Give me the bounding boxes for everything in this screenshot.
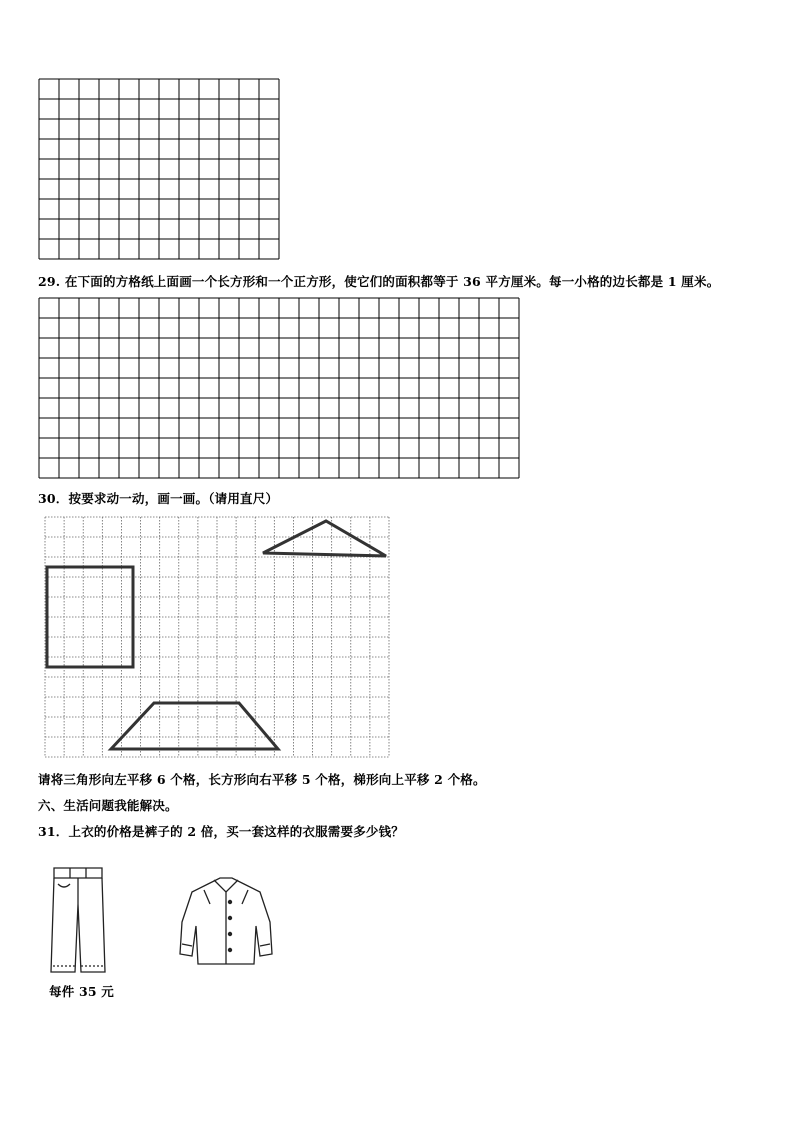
q30-dotted-grid[interactable] bbox=[44, 516, 390, 758]
shirt-image bbox=[176, 874, 276, 966]
question-30-text: 30．按要求动一动，画一画。（请用直尺） bbox=[38, 491, 279, 506]
pants-image bbox=[48, 864, 108, 976]
triangle-shape bbox=[263, 521, 386, 556]
top-square-grid bbox=[38, 78, 280, 260]
section-6-title: 六、生活问题我能解决。 bbox=[38, 798, 178, 813]
question-29-text: 29. 在下面的方格纸上面画一个长方形和一个正方形，使它们的面积都等于 36 平方厘米。每一小格的边长都是 1 厘米。 bbox=[38, 274, 720, 289]
question-31-text: 31．上衣的价格是裤子的 2 倍，买一套这样的衣服需要多少钱？ bbox=[38, 824, 404, 839]
pants-price-label: 每件 35 元 bbox=[49, 984, 114, 999]
question-30-instruction: 请将三角形向左平移 6 个格，长方形向右平移 5 个格，梯形向上平移 2 个格。 bbox=[38, 772, 486, 787]
trapezoid-shape bbox=[111, 703, 278, 749]
q29-square-grid[interactable] bbox=[38, 297, 520, 479]
